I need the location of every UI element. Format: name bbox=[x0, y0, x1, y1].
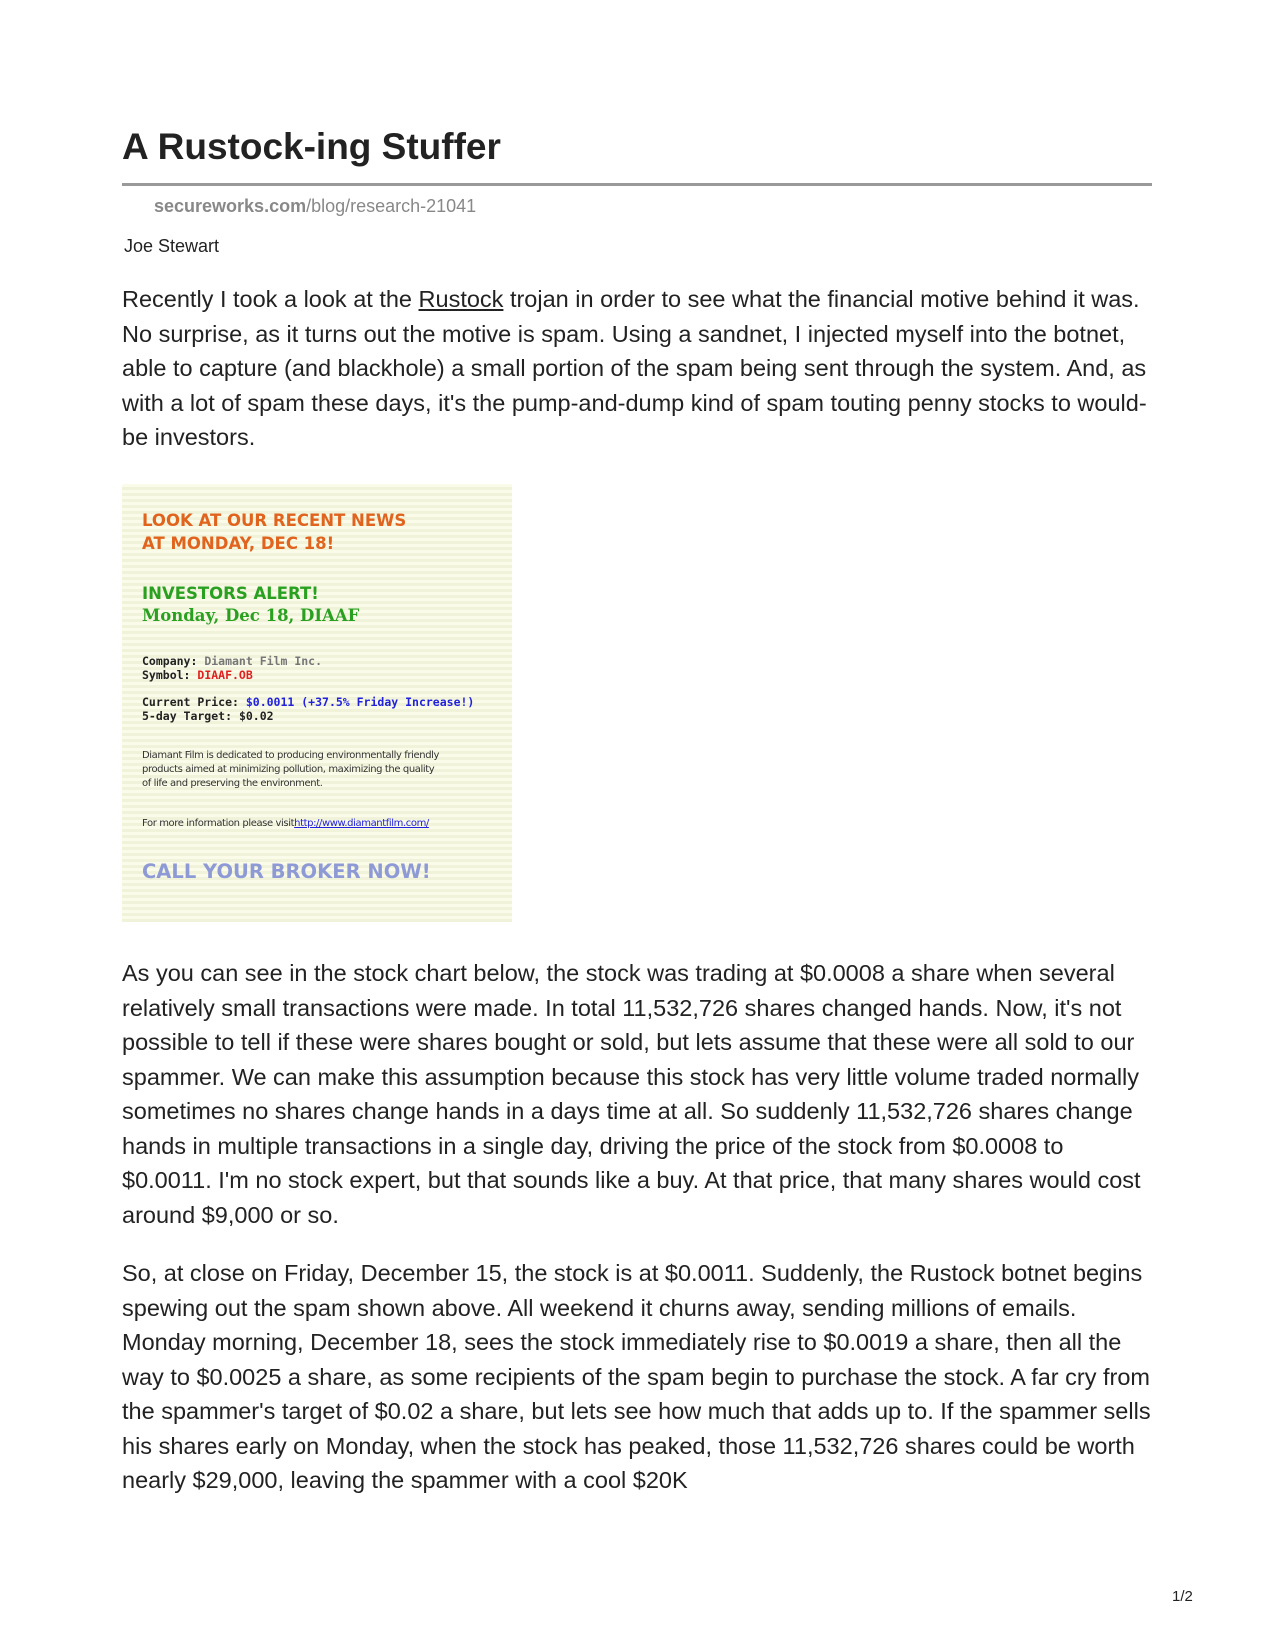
paragraph-friday-close: So, at close on Friday, December 15, the stock is at $0.0011. Suddenly, the Rustock botnet begins spewing out the spam shown above. All weekend it churns away, sending millions of emails. Monday morning, December 18, sees the stock immediately rise to $0.0019 a share, then all the way to $0.0025 a share, as some recipients of the spam begin to purchase the stock. A far cry from the spammer's target of $0.02 a share, but lets see how much that adds up to. If the spammer sells his shares early on Monday, when the stock has peaked, those 11,532,726 shares could be worth nearly $29,000, leaving the spammer with a cool $20K bbox=[122, 1260, 1151, 1493]
spam-website-link: http://www.diamantfilm.com/ bbox=[294, 818, 429, 829]
spam-company-value: Diamant Film Inc. bbox=[204, 654, 323, 668]
page-number: 1/2 bbox=[1172, 1588, 1193, 1605]
source-path: /blog/research-21041 bbox=[306, 196, 477, 216]
spam-alert-line: Monday, Dec 18, DIAAF bbox=[142, 606, 360, 625]
spam-alert-line: INVESTORS ALERT! bbox=[142, 584, 319, 603]
spam-description-line: products aimed at minimizing pollution, maximizing the quality bbox=[142, 764, 435, 775]
spam-price bbox=[142, 695, 474, 709]
spam-description-line: Diamant Film is dedicated to producing environmentally friendly bbox=[142, 750, 440, 761]
spam-symbol-value: DIAAF.OB bbox=[197, 668, 253, 682]
spam-target-label: 5-day Target: bbox=[142, 709, 239, 723]
spam-email-image bbox=[122, 484, 512, 922]
spam-price-label: Current Price: bbox=[142, 695, 246, 709]
spam-target-value: $0.02 bbox=[238, 709, 274, 723]
source-domain: secureworks.com bbox=[154, 196, 307, 216]
spam-target bbox=[142, 709, 274, 723]
title-divider bbox=[122, 183, 1152, 186]
paragraph-text: trojan in order to see what the financial motive behind it was. No surprise, as it turns out the motive is spam. Using a sandnet, I injected myself into the botnet, able to capture (and blackhole) a small portion of the spam being sent through the system. And, as with a lot of spam these days, it's the pump-and-dump kind of spam touting penny stocks to would-be investors. bbox=[122, 286, 1147, 450]
spam-company-label: Company: bbox=[142, 654, 205, 668]
spam-symbol-label: Symbol: bbox=[142, 668, 198, 682]
spam-price-value: $0.0011 (+37.5% Friday Increase!) bbox=[245, 695, 475, 709]
page-title: A Rustock-ing Stuffer bbox=[122, 126, 501, 167]
spam-call-to-action: CALL YOUR BROKER NOW! bbox=[142, 860, 431, 883]
spam-more-info bbox=[142, 818, 429, 829]
author-name: Joe Stewart bbox=[124, 236, 220, 256]
spam-news-line: LOOK AT OUR RECENT NEWS bbox=[142, 511, 407, 530]
spam-company bbox=[142, 654, 322, 668]
spam-news-line: AT MONDAY, DEC 18! bbox=[142, 534, 335, 553]
paragraph-intro bbox=[122, 282, 1157, 455]
spam-description-line: of life and preserving the environment. bbox=[142, 778, 323, 789]
paragraph-text: Recently I took a look at the bbox=[122, 286, 419, 312]
rustock-link[interactable]: Rustock bbox=[418, 286, 504, 312]
source-url[interactable] bbox=[154, 196, 476, 217]
paragraph-stock-chart: As you can see in the stock chart below, the stock was trading at $0.0008 a share when several relatively small transactions were made. In total 11,532,726 shares changed hands. Now, it's not possible to tell if these were shares bought or sold, but lets assume that these were all sold to our spammer. We can make this assumption because this stock has very little volume traded normally sometimes no shares change hands in a days time at all. So suddenly 11,532,726 shares change hands in multiple transactions in a single day, driving the price of the stock from $0.0008 to $0.0011. I'm no stock expert, but that sounds like a buy. At that price, that many shares would cost around $9,000 or so. bbox=[122, 960, 1141, 1228]
spam-more-info-text: For more information please visit bbox=[142, 818, 295, 829]
spam-symbol bbox=[142, 668, 253, 682]
